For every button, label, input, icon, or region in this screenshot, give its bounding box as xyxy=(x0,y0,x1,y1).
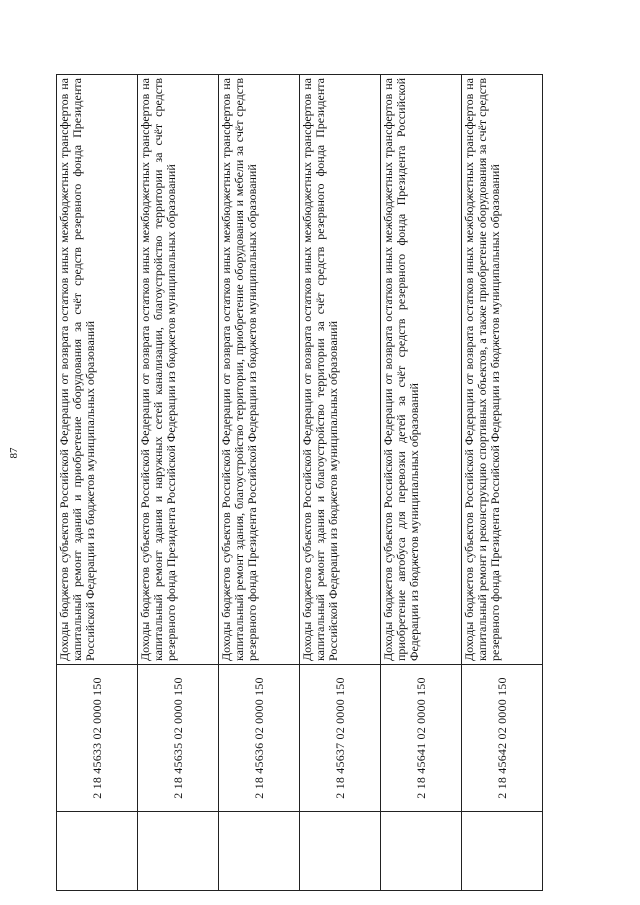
income-description: Доходы бюджетов субъектов Российской Федерации от возврата остатков иных межбюджетных трансфертов на капитальный ремонт здания и благоустройство территории за счёт средств резервного фонда Президента Российской Федерации из бюджетов муниципальных образований xyxy=(300,75,381,665)
page-number: 87 xyxy=(8,447,20,459)
income-description: Доходы бюджетов субъектов Российской Федерации от возврата остатков иных межбюджетных трансфертов на капитальный ремонт здания, благоустройство территории, приобретение оборудования и мебели за счёт средств резервного фонда Президента Российской Федерации из бюджетов муниципальных образований xyxy=(219,75,300,665)
empty-cell xyxy=(57,812,138,891)
table-row xyxy=(57,75,138,891)
income-description: Доходы бюджетов субъектов Российской Федерации от возврата остатков иных межбюджетных трансфертов на приобретение автобуса для перевозки детей за счёт средств резервного фонда Президента Российской Федерации из бюджетов муниципальных образований xyxy=(381,75,462,665)
table-row xyxy=(138,75,219,891)
table-row xyxy=(462,75,543,891)
empty-cell xyxy=(138,812,219,891)
budget-code: 2 18 45637 02 0000 150 xyxy=(300,665,381,812)
empty-cell xyxy=(300,812,381,891)
income-description: Доходы бюджетов субъектов Российской Федерации от возврата остатков иных межбюджетных трансфертов на капитальный ремонт зданий и приобретение оборудования за счёт средств резервного фонда Президента Российской Федерации из бюджетов муниципальных образований xyxy=(57,75,138,665)
income-description: Доходы бюджетов субъектов Российской Федерации от возврата остатков иных межбюджетных трансфертов на капитальный ремонт здания и наружных сетей канализации, благоустройство территории за счёт средств резервного фонда Президента Российской Федерации из бюджетов муниципальных образований xyxy=(138,75,219,665)
budget-code: 2 18 45642 02 0000 150 xyxy=(462,665,543,812)
budget-code: 2 18 45636 02 0000 150 xyxy=(219,665,300,812)
budget-code: 2 18 45641 02 0000 150 xyxy=(381,665,462,812)
empty-cell xyxy=(219,812,300,891)
revenue-codes-table xyxy=(56,74,543,891)
table-row xyxy=(381,75,462,891)
income-description: Доходы бюджетов субъектов Российской Федерации от возврата остатков иных межбюджетных трансфертов на капитальный ремонт и реконструкцию спортивных объектов, а также приобретение оборудования за счёт средств резервного фонда Президента Российской Федерации из бюджетов муниципальных образований xyxy=(462,75,543,665)
budget-code: 2 18 45633 02 0000 150 xyxy=(57,665,138,812)
empty-cell xyxy=(381,812,462,891)
empty-cell xyxy=(462,812,543,891)
budget-code: 2 18 45635 02 0000 150 xyxy=(138,665,219,812)
table-row xyxy=(300,75,381,891)
table-row xyxy=(219,75,300,891)
